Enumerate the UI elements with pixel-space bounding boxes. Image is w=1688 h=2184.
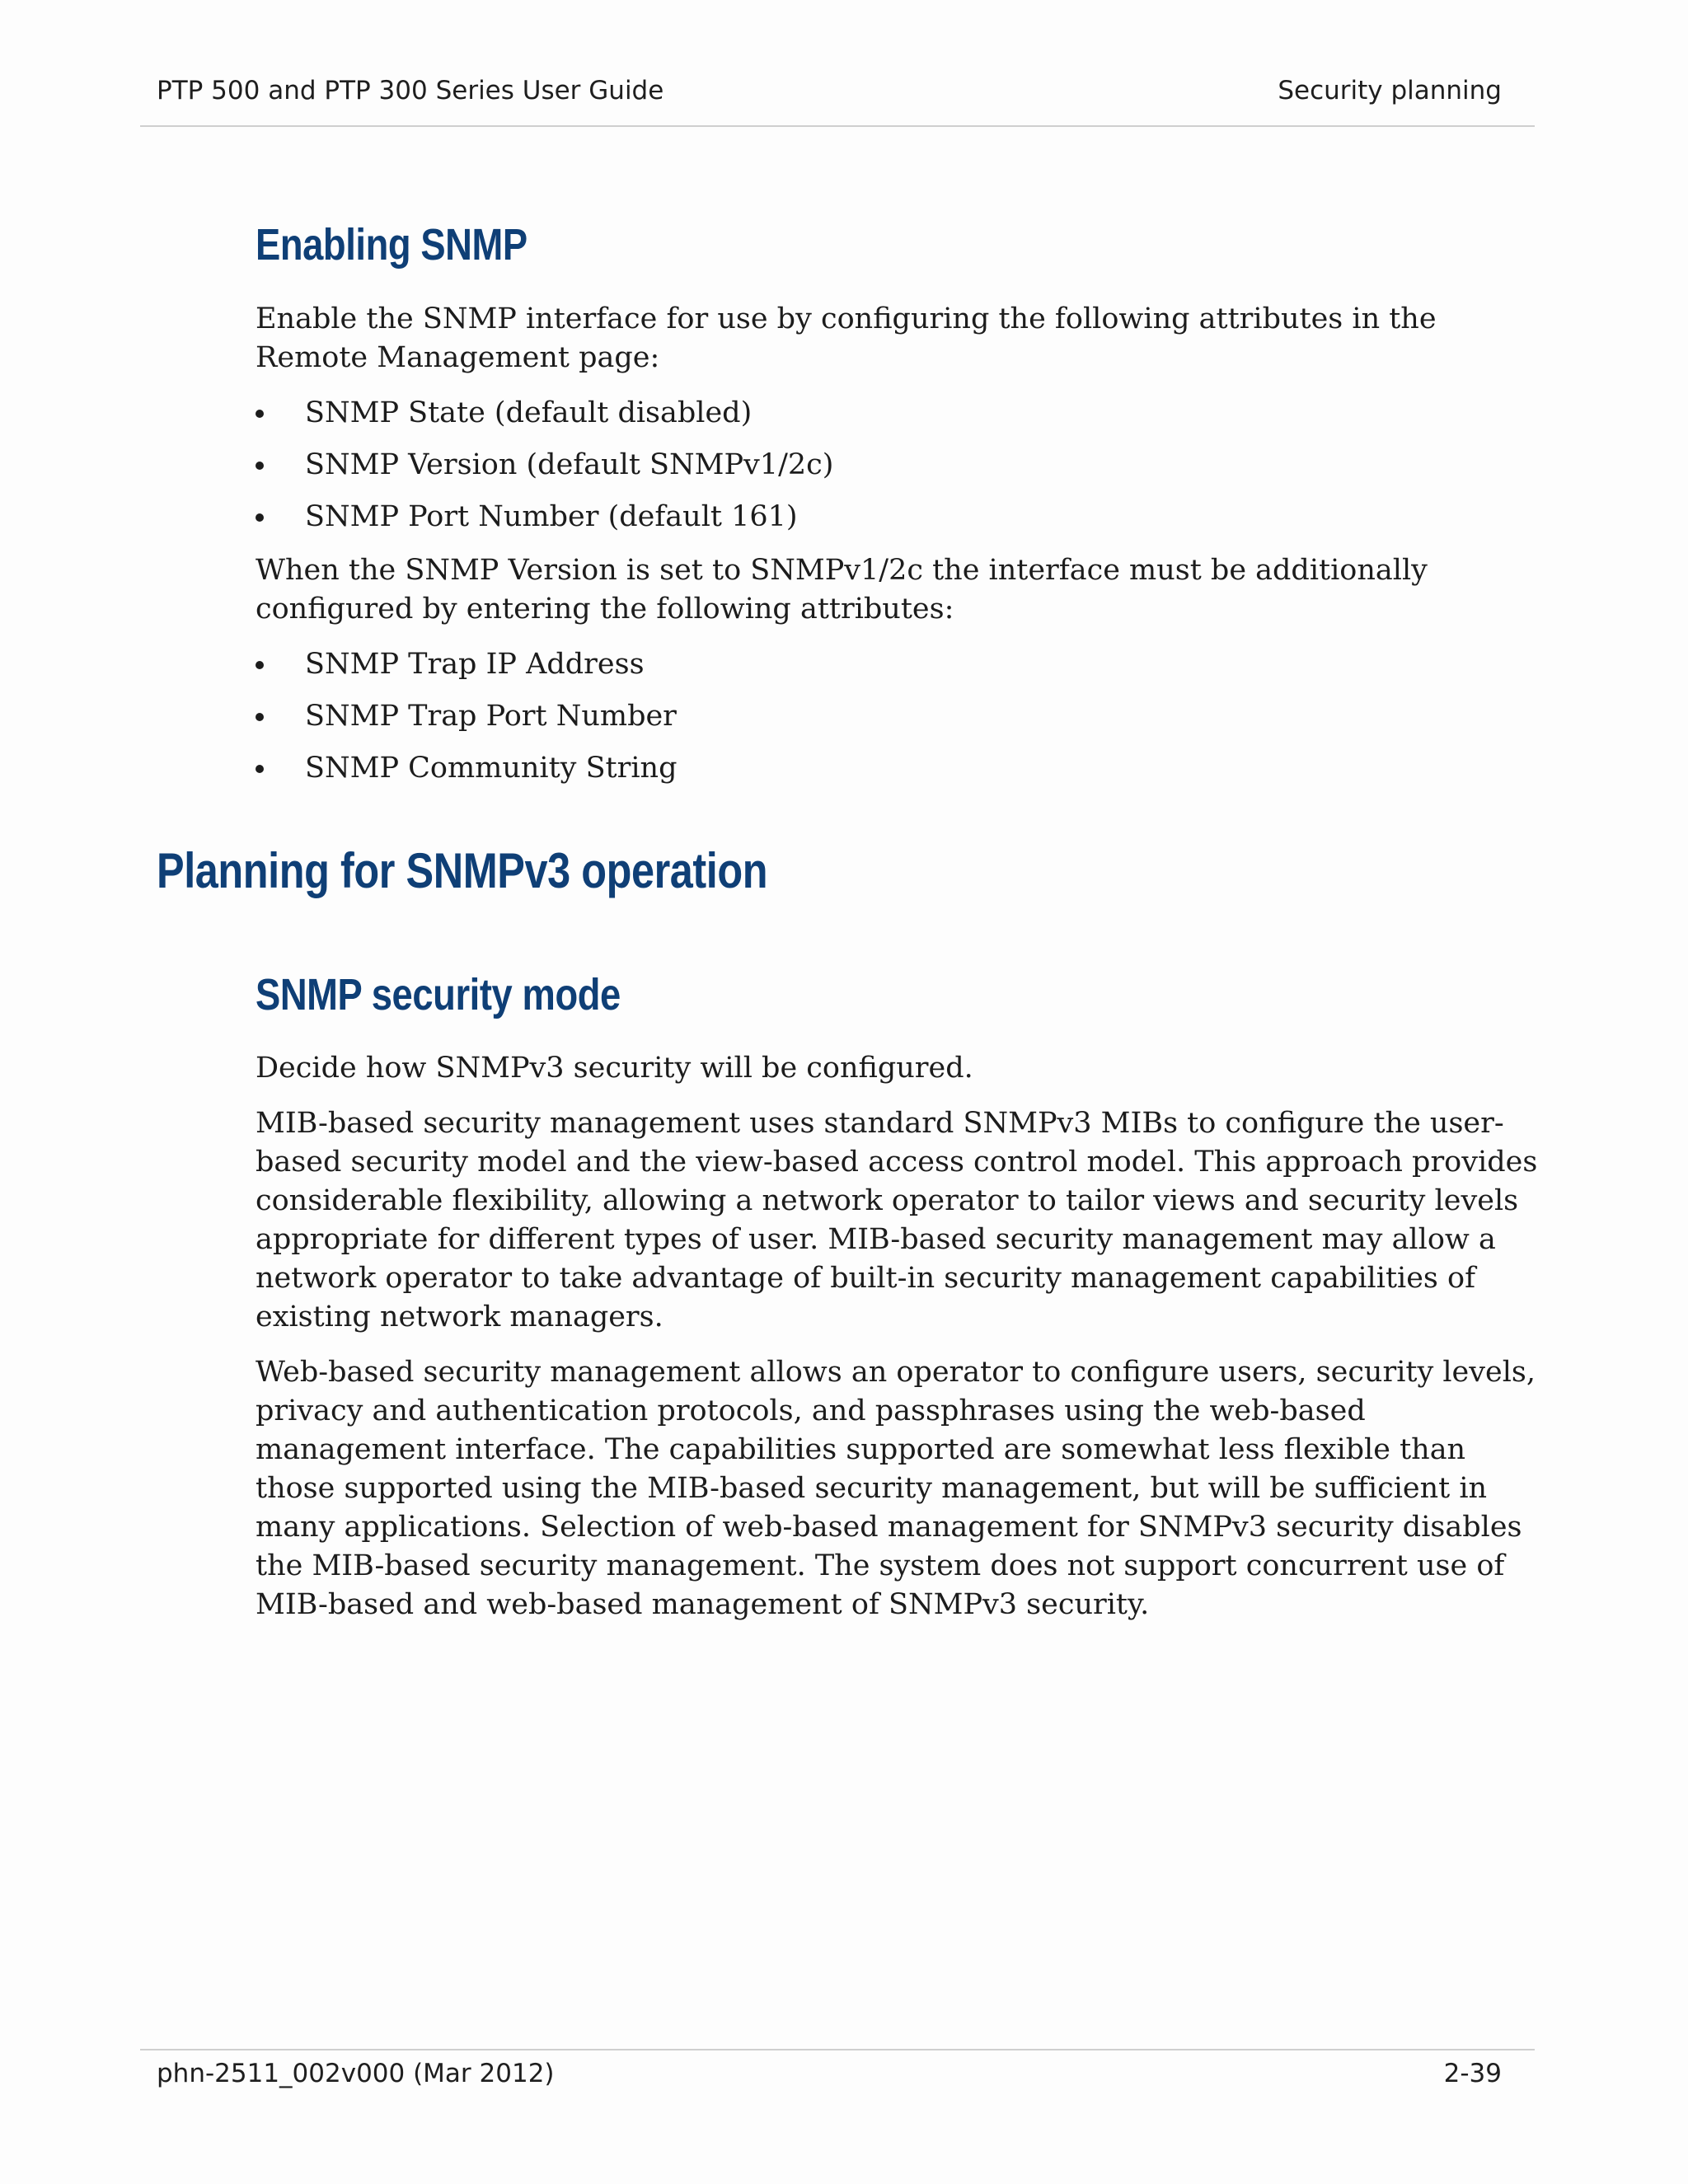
header-divider — [140, 125, 1535, 127]
snmpv1-attributes-list — [256, 645, 1550, 788]
header-chapter-title: Security planning — [1278, 76, 1502, 105]
snmp-version-note: When the SNMP Version is set to SNMPv1/2c the interface must be additionally configured by entering the following attributes: — [256, 554, 1428, 626]
footer-divider — [140, 2049, 1535, 2050]
list-item: SNMP Port Number (default 161) — [256, 498, 1550, 537]
bullet-icon — [256, 713, 264, 721]
enabling-snmp-body — [256, 300, 1550, 801]
security-mode-body — [256, 1049, 1550, 1641]
bullet-icon — [256, 462, 264, 470]
bullet-icon — [256, 765, 264, 773]
list-item: SNMP Version (default SNMPv1/2c) — [256, 446, 1550, 485]
bullet-icon — [256, 661, 264, 669]
heading-enabling-snmp: Enabling SNMP — [256, 220, 528, 269]
heading-planning-snmpv3: Planning for SNMPv3 operation — [157, 843, 768, 898]
enabling-snmp-intro: Enable the SNMP interface for use by configuring the following attributes in the Remote Management page: — [256, 302, 1437, 374]
list-item: SNMP State (default disabled) — [256, 394, 1550, 433]
bullet-icon — [256, 410, 264, 418]
bullet-icon — [256, 513, 264, 522]
security-mode-paragraph-3: Web-based security management allows an operator to configure users, security levels, privacy and authentication protocols, and passphrases using the web-based management interface. The capabilities supported are somewhat less flexible than those supported using the MIB-based security management, but will be sufficient in many applications. Selection of web-based management for SNMPv3 security disables the MIB-based security management. The system does not support concurrent use of MIB-based and web-based management of SNMPv3 security. — [256, 1356, 1536, 1621]
list-item: SNMP Trap IP Address — [256, 645, 1550, 684]
heading-snmp-security-mode: SNMP security mode — [256, 970, 621, 1019]
security-mode-paragraph-2: MIB-based security management uses standard SNMPv3 MIBs to configure the user-based security model and the view-based access control model. This approach provides considerable flexibility, allowing a network operator to tailor views and security levels appropriate for different types of user. MIB-based security management may allow a network operator to take advantage of built-in security management capabilities of existing network managers. — [256, 1107, 1538, 1333]
security-mode-paragraph-1: Decide how SNMPv3 security will be configured. — [256, 1052, 973, 1085]
page-number: 2-39 — [1443, 2059, 1502, 2088]
list-item: SNMP Trap Port Number — [256, 697, 1550, 736]
running-footer — [140, 2059, 1518, 2100]
snmp-attributes-list — [256, 394, 1550, 537]
footer-document-id: phn-2511_002v000 (Mar 2012) — [157, 2059, 555, 2088]
header-document-title: PTP 500 and PTP 300 Series User Guide — [157, 76, 664, 105]
running-header — [140, 76, 1518, 117]
list-item: SNMP Community String — [256, 749, 1550, 788]
